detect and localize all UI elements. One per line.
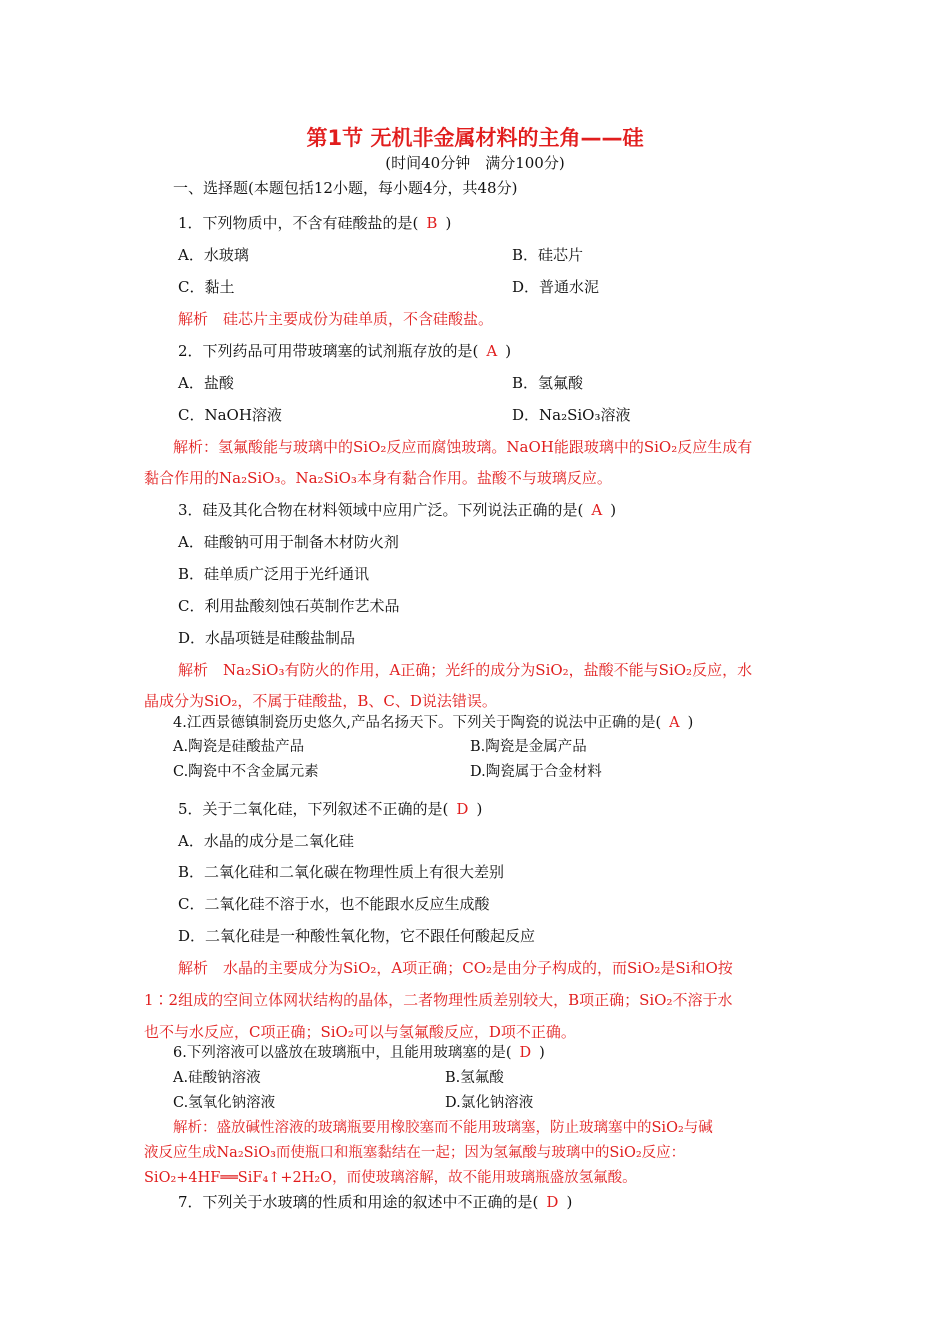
option-a: A．硅酸钠可用于制备木材防火剂 [178,533,399,551]
question-stem: 7．下列关于水玻璃的性质和用途的叙述中不正确的是( [178,1193,539,1211]
analysis: SiO₂+4HF══SiF₄↑+2H₂O，而使玻璃溶解，故不能用玻璃瓶盛放氢氟酸。 [144,1170,637,1186]
question-6: 6.下列溶液可以盛放在玻璃瓶中，且能用玻璃塞的是( D ) [173,1045,545,1061]
option-a: A．水晶的成分是二氧化硅 [178,832,354,850]
analysis: 解析 硅芯片主要成份为硅单质，不含硅酸盐。 [178,310,494,328]
analysis: 黏合作用的Na₂SiO₃。Na₂SiO₃本身有黏合作用。盐酸不与玻璃反应。 [144,469,612,487]
option-d: D．Na₂SiO₃溶液 [512,406,631,424]
analysis: 解析：盛放碱性溶液的玻璃瓶要用橡胶塞而不能用玻璃塞，防止玻璃塞中的SiO₂与碱 [173,1120,713,1136]
question-2: 2．下列药品可用带玻璃塞的试剂瓶存放的是( A ) [178,342,512,360]
question-stem: 4.江西景德镇制瓷历史悠久,产品名扬天下。下列关于陶瓷的说法中正确的是( [173,715,662,731]
option-c: C．NaOH溶液 [178,406,282,424]
question-stem: 5．关于二氧化硅，下列叙述不正确的是( [178,800,449,818]
analysis: 也不与水反应，C项正确；SiO₂可以与氢氟酸反应，D项不正确。 [144,1023,576,1041]
analysis: 液反应生成Na₂SiO₃而使瓶口和瓶塞黏结在一起；因为氢氟酸与玻璃中的SiO₂反应： [144,1145,686,1161]
question-stem: 6.下列溶液可以盛放在玻璃瓶中，且能用玻璃塞的是( [173,1045,512,1061]
option-b: B．氢氟酸 [512,374,584,392]
option-d: D.陶瓷属于合金材料 [470,764,602,780]
answer-mark: B [426,214,438,232]
option-d: D．普通水泥 [512,278,600,296]
analysis: 解析：氢氟酸能与玻璃中的SiO₂反应而腐蚀玻璃。NaOH能跟玻璃中的SiO₂反应生成有 [173,438,753,456]
question-7: 7．下列关于水玻璃的性质和用途的叙述中不正确的是( D ) [178,1193,573,1211]
answer-mark: D [519,1045,532,1061]
analysis: 解析 水晶的主要成分为SiO₂，A项正确；CO₂是由分子构成的，而SiO₂是Si和O按 [178,959,733,977]
question-stem: 3．硅及其化合物在材料领域中应用广泛。下列说法正确的是( [178,501,584,519]
option-c: C．二氧化硅不溶于水，也不能跟水反应生成酸 [178,895,490,913]
question-1: 1．下列物质中，不含有硅酸盐的是( B ) [178,214,452,232]
option-b: B．硅芯片 [512,246,584,264]
option-d: D．二氧化硅是一种酸性氧化物，它不跟任何酸起反应 [178,927,536,945]
option-a: A．盐酸 [178,374,234,392]
option-d: D.氯化钠溶液 [445,1095,534,1111]
option-b: B.氢氟酸 [445,1070,504,1086]
page-title: 第1节 无机非金属材料的主角——硅 [306,126,644,150]
option-a: A.陶瓷是硅酸盐产品 [173,739,305,755]
option-d: D．水晶项链是硅酸盐制品 [178,629,356,647]
option-b: B.陶瓷是金属产品 [470,739,587,755]
question-stem: 2．下列药品可用带玻璃塞的试剂瓶存放的是( [178,342,479,360]
option-a: A.硅酸钠溶液 [173,1070,261,1086]
answer-mark: D [546,1193,559,1211]
answer-mark: D [456,800,469,818]
question-3: 3．硅及其化合物在材料领域中应用广泛。下列说法正确的是( A ) [178,501,617,519]
answer-mark: A [591,501,603,519]
analysis: 解析 Na₂SiO₃有防火的作用，A正确；光纤的成分为SiO₂，盐酸不能与SiO₂反应，水 [178,661,753,679]
option-c: C．黏土 [178,278,235,296]
analysis: 晶成分为SiO₂，不属于硅酸盐，B、C、D说法错误。 [144,692,497,710]
option-b: B．二氧化硅和二氧化碳在物理性质上有很大差别 [178,863,505,881]
question-5: 5．关于二氧化硅，下列叙述不正确的是( D ) [178,800,483,818]
answer-mark: A [669,715,680,731]
question-stem: 1．下列物质中，不含有硅酸盐的是( [178,214,419,232]
section-heading: 一、选择题(本题包括12小题，每小题4分，共48分) [173,179,518,197]
answer-mark: A [486,342,498,360]
option-a: A．水玻璃 [178,246,249,264]
option-c: C．利用盐酸刻蚀石英制作艺术品 [178,597,400,615]
option-b: B．硅单质广泛用于光纤通讯 [178,565,370,583]
analysis: 1∶2组成的空间立体网状结构的晶体，二者物理性质差别较大，B项正确；SiO₂不溶于水 [144,991,733,1009]
option-c: C.氢氧化钠溶液 [173,1095,276,1111]
question-4: 4.江西景德镇制瓷历史悠久,产品名扬天下。下列关于陶瓷的说法中正确的是( A ) [173,715,694,731]
page-subtitle: (时间40分钟 满分100分) [385,154,565,172]
option-c: C.陶瓷中不含金属元素 [173,764,319,780]
